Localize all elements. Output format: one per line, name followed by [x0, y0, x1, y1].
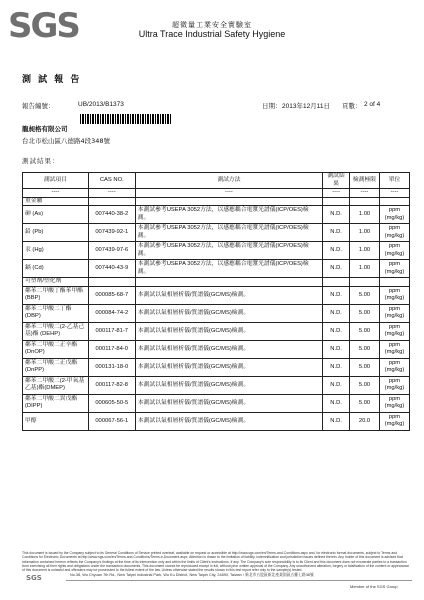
row-limit: 5.00 — [350, 394, 380, 412]
table-row — [23, 242, 410, 260]
row-unit: ppm (mg/kg) — [379, 242, 409, 260]
row-cas: 007440-43-9 — [88, 260, 135, 278]
row-unit: ppm (mg/kg) — [379, 340, 409, 358]
row-limit: 20.0 — [350, 412, 380, 430]
row-cas: 000117-82-8 — [88, 376, 135, 394]
row-item: 甲醇 — [23, 412, 89, 430]
table-row — [23, 412, 410, 430]
row-limit: 5.00 — [350, 304, 380, 322]
row-unit: ppm (mg/kg) — [379, 260, 409, 278]
table-row — [23, 206, 410, 224]
section-label: 可塑劑/塑化劑 — [23, 278, 89, 287]
row-unit: ppm (mg/kg) — [379, 358, 409, 376]
subheader-cell: ---- — [135, 189, 322, 198]
row-cas: 000605-50-5 — [88, 394, 135, 412]
table-row — [23, 394, 410, 412]
header-limit: 檢測極限 — [350, 173, 380, 189]
row-method: 本測試參考USEPA 3052方法，以感應耦合電漿光譜儀(ICP/OES)檢測。 — [135, 260, 322, 278]
report-no: UB/2013/B1373 — [78, 101, 124, 108]
row-item: 鎘 (Cd) — [23, 260, 89, 278]
row-item: 鄰苯二甲酸二丁酯 (DBP) — [23, 304, 89, 322]
section-row-plasticizer — [23, 278, 410, 287]
table-row — [23, 340, 410, 358]
table-row — [23, 322, 410, 340]
section-label: 重金屬 — [23, 197, 89, 206]
row-limit: 5.00 — [350, 322, 380, 340]
row-method: 本測試以氣相層析儀/質譜儀(GC/MS)檢測。 — [135, 340, 322, 358]
table-row — [23, 358, 410, 376]
footer-address: No.38, Wu Chyuan 7th Rd., New Taipei Industrial Park, Wu Ku District, New Taipei City, 24890, Taiwan / 新北市五股區新北產業園區五權七路38號 — [70, 573, 314, 577]
row-unit: ppm (mg/kg) — [379, 224, 409, 242]
row-method: 本測試以氣相層析儀/質譜儀(GC/MS)檢測。 — [135, 322, 322, 340]
subheader-cell: ---- — [323, 189, 350, 198]
table-row — [23, 224, 410, 242]
row-limit: 1.00 — [350, 260, 380, 278]
lab-name-cn: 超微量工業安全實驗室 — [172, 21, 252, 29]
row-item: 鉛 (Pb) — [23, 224, 89, 242]
table-header-row — [23, 173, 410, 189]
footer-divider — [66, 580, 412, 581]
row-item: 鄰苯二甲酸二(2-乙基己基)酯 (DEHP) — [23, 322, 89, 340]
section-row-metals — [23, 197, 410, 206]
row-result: N.D. — [323, 322, 350, 340]
row-method: 本測試以氣相層析儀/質譜儀(GC/MS)檢測。 — [135, 412, 322, 430]
row-cas: 000117-81-7 — [88, 322, 135, 340]
logo-text: SGS — [8, 6, 79, 46]
results-table — [22, 172, 410, 431]
row-limit: 5.00 — [350, 376, 380, 394]
row-result: N.D. — [323, 376, 350, 394]
row-unit: ppm (mg/kg) — [379, 286, 409, 304]
row-result: N.D. — [323, 242, 350, 260]
client-company: 龍昶格有限公司 — [22, 125, 68, 133]
row-limit: 5.00 — [350, 340, 380, 358]
row-unit: ppm (mg/kg) — [379, 304, 409, 322]
row-method: 本測試參考USEPA 3052方法，以感應耦合電漿光譜儀(ICP/OES)檢測。 — [135, 206, 322, 224]
row-cas: 000084-74-2 — [88, 304, 135, 322]
subheader-row — [23, 189, 410, 198]
row-method: 本測試參考USEPA 3052方法，以感應耦合電漿光譜儀(ICP/OES)檢測。 — [135, 224, 322, 242]
row-cas: 007440-38-2 — [88, 206, 135, 224]
row-method: 本測試以氣相層析儀/質譜儀(GC/MS)檢測。 — [135, 358, 322, 376]
table-row — [23, 304, 410, 322]
row-cas: 000117-84-0 — [88, 340, 135, 358]
row-item: 鄰苯二甲酸二正辛酯 (DnOP) — [23, 340, 89, 358]
footer-logo: SGS — [26, 574, 42, 582]
table-row — [23, 260, 410, 278]
row-method: 本測試以氣相層析儀/質譜儀(GC/MS)檢測。 — [135, 286, 322, 304]
row-unit: ppm (mg/kg) — [379, 376, 409, 394]
row-item: 鄰苯二甲酸二異戊酯 (DIPP) — [23, 394, 89, 412]
row-result: N.D. — [323, 358, 350, 376]
row-unit: ppm (mg/kg) — [379, 206, 409, 224]
report-header-row — [22, 101, 410, 111]
header-item: 測試項目 — [23, 173, 89, 189]
subheader-cell: ---- — [88, 189, 135, 198]
client-address: 台北市松山區八德路4段348號 — [22, 137, 111, 145]
row-limit: 1.00 — [350, 224, 380, 242]
row-cas: 007439-92-1 — [88, 224, 135, 242]
lab-name-en: Ultra Trace Industrial Safety Hygiene — [138, 29, 286, 39]
page-label: 頁數： — [342, 103, 362, 110]
row-limit: 5.00 — [350, 358, 380, 376]
date-label: 日期： — [262, 103, 282, 110]
row-limit: 1.00 — [350, 242, 380, 260]
row-result: N.D. — [323, 412, 350, 430]
row-result: N.D. — [323, 224, 350, 242]
row-result: N.D. — [323, 304, 350, 322]
row-method: 本測試參考USEPA 3052方法，以感應耦合電漿光譜儀(ICP/OES)檢測。 — [135, 242, 322, 260]
subheader-cell: ---- — [379, 189, 409, 198]
report-no-label: 報告編號： — [22, 103, 55, 110]
footer-disclaimer: This document is issued by the Company subject to its General Conditions of Service printed overleaf, available on request or accessible at http://www.sgs.com/en/Terms-and-Conditions.aspx and, for electronic format documents, subject to Terms and Conditions for Electronic Documents at http://www.sgs.com/en/Terms-and-Conditions/Terms-e-Document.aspx. Attention is drawn to the limitation of liability, indemnification and jurisdiction issues defined therein. Any holder of this document is advised that information contained hereon reflects the Company's findings at the time of its intervention only and within the limits of Client's instructions, if any. The Company's sole responsibility is to its Client and this document does not exonerate parties to a transaction from exercising all their rights and obligations under the transaction documents. This document cannot be reproduced except in full, without prior written approval of the Company. Any unauthorized alteration, forgery or falsification of the content or appearance of this document is unlawful and offenders may be prosecuted to the fullest extent of the law. Unless otherwise stated the results shown in this test report refer only to the sample(s) tested. — [22, 551, 410, 573]
row-cas: 000067-56-1 — [88, 412, 135, 430]
row-item: 鄰苯二甲酸丁酯苯甲酯(BBP) — [23, 286, 89, 304]
row-method: 本測試以氣相層析儀/質譜儀(GC/MS)檢測。 — [135, 394, 322, 412]
row-item: 砷 (As) — [23, 206, 89, 224]
table-row — [23, 376, 410, 394]
row-limit: 5.00 — [350, 286, 380, 304]
row-cas: 007439-97-6 — [88, 242, 135, 260]
row-cas: 000085-68-7 — [88, 286, 135, 304]
row-method: 本測試以氣相層析儀/質譜儀(GC/MS)檢測。 — [135, 376, 322, 394]
row-unit: ppm (mg/kg) — [379, 394, 409, 412]
results-label: 測試結果： — [22, 157, 60, 165]
barcode — [80, 114, 172, 124]
table-row — [23, 286, 410, 304]
report-title: 測 試 報 告 — [22, 75, 82, 85]
row-result: N.D. — [323, 206, 350, 224]
row-limit: 1.00 — [350, 206, 380, 224]
row-method: 本測試以氣相層析儀/質譜儀(GC/MS)檢測。 — [135, 304, 322, 322]
footer-member: Member of the SGS Group — [350, 584, 398, 589]
row-result: N.D. — [323, 286, 350, 304]
row-item: 汞 (Hg) — [23, 242, 89, 260]
page-number: 2 of 4 — [364, 101, 381, 108]
header-result: 測試結果 — [323, 173, 350, 189]
report-date: 2013年12月11日 — [282, 103, 330, 110]
row-item: 鄰苯二甲酸二(2-甲氧基乙基)酯(DMEP) — [23, 376, 89, 394]
row-unit: ppm (mg/kg) — [379, 322, 409, 340]
subheader-cell: ---- — [23, 189, 89, 198]
row-result: N.D. — [323, 260, 350, 278]
row-result: N.D. — [323, 340, 350, 358]
subheader-cell: ---- — [350, 189, 380, 198]
header-method: 測試方法 — [135, 173, 322, 189]
header-cas: CAS NO. — [88, 173, 135, 189]
row-unit: ppm (mg/kg) — [379, 412, 409, 430]
row-cas: 000131-18-0 — [88, 358, 135, 376]
row-result: N.D. — [323, 394, 350, 412]
row-item: 鄰苯二甲酸二正戊酯 (DnPP) — [23, 358, 89, 376]
header-unit: 單位 — [379, 173, 409, 189]
